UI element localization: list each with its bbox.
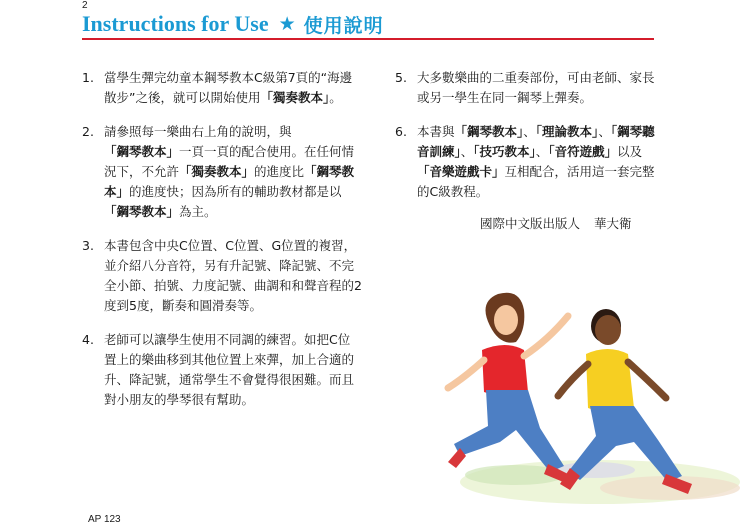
instruction-number: 1. (82, 70, 94, 85)
instruction-text-run: 一頁一頁的配合使用。在任何情況下，不允許 (104, 144, 355, 179)
instruction-text-run: 大多數樂曲的二重奏部份，可由老師、家長或另一學生在同一鋼琴上彈奏。 (417, 70, 655, 105)
instructions-right-column (395, 68, 655, 216)
book-title: 「音符遊戲」 (548, 144, 618, 159)
running-children-illustration (420, 270, 750, 529)
instruction-number: 5. (395, 70, 407, 85)
instruction-text-run: 、 (460, 144, 474, 159)
heading-divider (82, 38, 654, 40)
publisher-credit (480, 214, 632, 234)
instruction-text-run: 當學生彈完幼童本鋼琴教本C級第7頁的“海邊散步”之後，就可以開始使用 (104, 70, 353, 105)
instruction-text (104, 330, 362, 410)
book-title: 「鋼琴教本」 (104, 164, 355, 199)
instructions-left-column (82, 68, 362, 424)
instruction-item (82, 122, 362, 222)
instruction-text-run: 。 (329, 90, 342, 105)
instruction-item (395, 68, 655, 108)
book-title: 「鋼琴教本」 (454, 124, 524, 139)
page-number: 2 (82, 0, 88, 11)
instruction-text-run: 、 (535, 144, 549, 159)
heading-english: Instructions for Use (82, 11, 269, 36)
instruction-text-run: 老師可以讓學生使用不同調的練習。如把C位置上的樂曲移到其他位置上來彈，加上合適的升、降記號，通常學生不會覺得很困難。而且對小朋友的學琴很有幫助。 (104, 332, 355, 407)
instruction-text (417, 122, 655, 202)
instruction-text-run: 本書包含中央C位置、C位置、G位置的複習，並介紹八分音符，另有升記號、降記號、不完全小節、拍號、力度記號、曲調和和聲音程的2度到5度，斷奏和圓滑奏等。 (104, 238, 362, 313)
instruction-item (395, 122, 655, 202)
instruction-text (104, 236, 362, 316)
instruction-number: 6. (395, 124, 407, 139)
instruction-text-run: 為主。 (179, 204, 217, 219)
book-title: 「獨奏教本」 (260, 90, 330, 105)
page-heading (82, 9, 384, 39)
book-title: 「鋼琴教本」 (104, 144, 180, 159)
star-icon: ★ (278, 13, 296, 35)
book-title: 「理論教本」 (535, 124, 599, 139)
instruction-item (82, 236, 362, 316)
instruction-item (82, 330, 362, 410)
instruction-text-run: 互相配合，活用這一套完整的C級教程。 (417, 164, 655, 199)
book-title: 「獨奏教本」 (179, 164, 255, 179)
instruction-text (417, 68, 655, 108)
instruction-text-run: 以及 (617, 144, 643, 159)
instruction-text-run: 的進度快；因為所有的輔助教材都是以 (129, 184, 342, 199)
book-title: 「技巧教本」 (473, 144, 536, 159)
instruction-text (104, 122, 362, 222)
instruction-number: 3. (82, 238, 94, 253)
instruction-text-run: 本書與 (417, 124, 455, 139)
publisher-name: 華大衛 (594, 216, 632, 231)
footer-code: AP 123 (88, 514, 121, 525)
book-title: 「鋼琴聽音訓練」 (417, 124, 655, 159)
heading-chinese: 使用說明 (303, 14, 384, 37)
instruction-text (104, 68, 362, 108)
instruction-number: 4. (82, 332, 94, 347)
instruction-text-run: 、 (598, 124, 611, 139)
girl-figure (448, 293, 572, 484)
instruction-number: 2. (82, 124, 94, 139)
book-title: 「鋼琴教本」 (104, 204, 180, 219)
instruction-text-run: 請參照每一樂曲右上角的說明，與 (104, 124, 292, 139)
instruction-item (82, 68, 362, 108)
publisher-title: 國際中文版出版人 (480, 216, 581, 231)
instruction-text-run: 、 (523, 124, 536, 139)
book-title: 「音樂遊戲卡」 (417, 164, 505, 179)
instruction-text-run: 的進度比 (254, 164, 305, 179)
